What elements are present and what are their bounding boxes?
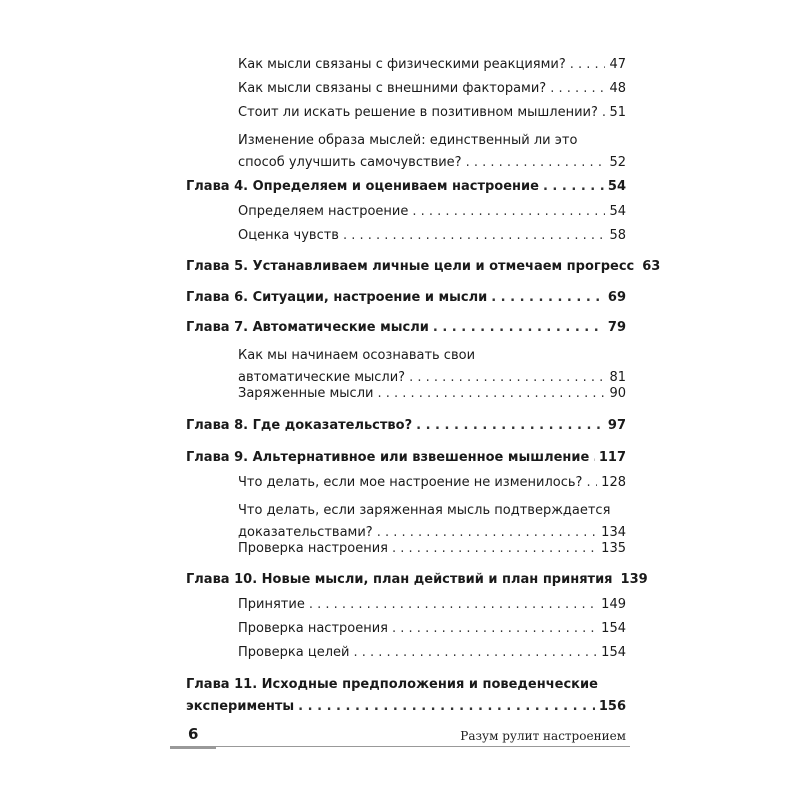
toc-entry-page: 90: [609, 386, 626, 401]
toc-chapter-page: 79: [607, 320, 626, 335]
toc-entry-first-line: Как мы начинаем осознавать свои: [238, 348, 476, 363]
leader-dots: [433, 317, 604, 339]
toc-chapter-title: Глава 7. Автоматические мысли: [186, 320, 429, 335]
toc-entry-page: 47: [609, 57, 626, 72]
leader-dots: [491, 287, 604, 309]
toc-entry: [238, 618, 626, 640]
toc-entry-page: 149: [601, 597, 626, 612]
toc-chapter-title: эксперименты: [186, 699, 295, 714]
toc-chapter-first-line: Глава 11. Исходные предположения и поведенческие: [186, 677, 598, 692]
toc-entry: [238, 538, 626, 560]
leader-dots: [412, 201, 605, 223]
toc-entry-title: Заряженные мысли: [238, 386, 374, 401]
leader-dots: [377, 383, 605, 405]
toc-chapter: [186, 674, 626, 718]
leader-dots: [593, 447, 595, 469]
toc-entry-title: Проверка настроения: [238, 621, 389, 636]
toc-entry-page: 135: [601, 541, 626, 556]
toc-entry: [238, 642, 626, 664]
toc-entry-page: 58: [609, 228, 626, 243]
leader-dots: [416, 415, 604, 437]
toc-chapter-title: Глава 4. Определяем и оцениваем настроение: [186, 179, 539, 194]
toc-entry: [238, 594, 626, 616]
toc-entry-title: Определяем настроение: [238, 204, 409, 219]
toc-entry-page: 81: [609, 370, 626, 385]
toc-entry-title: Оценка чувств: [238, 228, 339, 243]
toc-chapter-title: Глава 5. Устанавливаем личные цели и отмечаем прогресс: [186, 259, 635, 274]
toc-chapter-title: Глава 8. Где доказательство?: [186, 418, 413, 433]
toc-chapter: [186, 287, 626, 309]
leader-dots: [392, 618, 597, 640]
toc-entry-page: 134: [601, 525, 626, 540]
toc-chapter-page: 97: [607, 418, 626, 433]
toc-entry-page: 128: [601, 475, 626, 490]
toc-entry-first-line: Что делать, если заряженная мысль подтверждается: [238, 503, 611, 518]
toc-entry-title: Проверка целей: [238, 645, 350, 660]
toc-chapter-title: Глава 10. Новые мысли, план действий и план принятия: [186, 572, 613, 587]
leader-dots: [570, 54, 606, 76]
toc-entry: [238, 78, 626, 100]
toc-entry: [238, 383, 626, 405]
toc-chapter-title: Глава 6. Ситуации, настроение и мысли: [186, 290, 488, 305]
toc-entry-page: 52: [609, 155, 626, 170]
toc-entry-first-line: Изменение образа мыслей: единственный ли это: [238, 133, 578, 148]
toc-entry-title: Как мысли связаны с внешними факторами?: [238, 81, 547, 96]
toc-chapter-page: 139: [620, 572, 648, 587]
leader-dots: [309, 594, 597, 616]
page-number: 6: [188, 725, 199, 743]
leader-dots: [602, 102, 606, 124]
toc-chapter: [186, 317, 626, 339]
leader-dots: [343, 225, 606, 247]
leader-dots: [586, 472, 597, 494]
footer-rule: [170, 746, 630, 747]
toc-entry-page: 54: [609, 204, 626, 219]
toc-chapter: [186, 176, 626, 198]
leader-dots: [392, 538, 597, 560]
toc-chapter: [186, 256, 661, 278]
toc-entry-title: Принятие: [238, 597, 305, 612]
toc-entry-title: автоматические мысли?: [238, 370, 406, 385]
toc-entry-title: Проверка настроения: [238, 541, 389, 556]
leader-dots: [466, 152, 606, 174]
toc-chapter-page: 63: [642, 259, 661, 274]
toc-entry-page: 154: [601, 645, 626, 660]
toc-entry-page: 51: [609, 105, 626, 120]
toc-entry-page: 154: [601, 621, 626, 636]
toc-chapter-page: 54: [607, 179, 626, 194]
toc-entry: [238, 201, 626, 223]
toc-entry: [238, 54, 626, 76]
leader-dots: [298, 696, 595, 718]
toc-entry: [238, 130, 626, 174]
leader-dots: [550, 78, 605, 100]
toc-chapter-page: 117: [598, 450, 626, 465]
toc-entry-title: Как мысли связаны с физическими реакциями?: [238, 57, 566, 72]
toc-chapter-page: 156: [598, 699, 626, 714]
toc-chapter: [186, 415, 626, 437]
toc-chapter-title: Глава 9. Альтернативное или взвешенное мышление: [186, 450, 590, 465]
toc-chapter-page: 69: [607, 290, 626, 305]
toc-chapter: [186, 569, 648, 591]
toc-entry: [238, 472, 626, 494]
leader-dots: [543, 176, 604, 198]
toc-entry-title: способ улучшить самочувствие?: [238, 155, 462, 170]
toc-entry-title: доказательствами?: [238, 525, 373, 540]
toc-entry: [238, 102, 626, 124]
leader-dots: [353, 642, 597, 664]
toc-entry-page: 48: [609, 81, 626, 96]
toc-entry-title: Стоит ли искать решение в позитивном мышлении?: [238, 105, 598, 120]
toc-entry: [238, 225, 626, 247]
toc-entry-title: Что делать, если мое настроение не изменилось?: [238, 475, 583, 490]
toc-chapter: [186, 447, 626, 469]
running-footer-title: Разум рулит настроением: [460, 729, 626, 743]
